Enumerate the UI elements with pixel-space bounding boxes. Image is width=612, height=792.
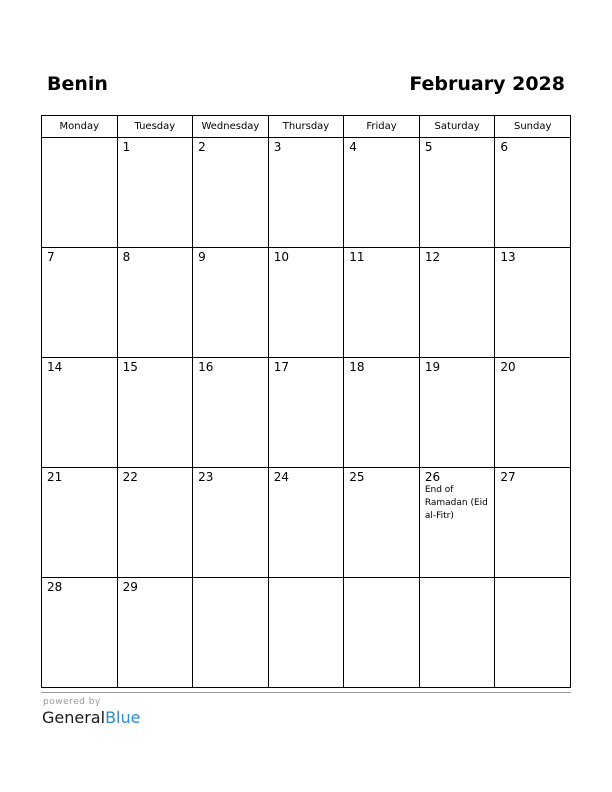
day-number (42, 138, 117, 140)
day-number: 17 (273, 360, 289, 374)
day-number: 11 (349, 250, 365, 264)
week-row (42, 248, 571, 358)
weekday-header-row (42, 116, 571, 138)
day-number: 10 (273, 250, 289, 264)
day-number: 6 (500, 140, 509, 154)
day-number: 5 (424, 140, 433, 154)
day-number: 28 (47, 580, 63, 594)
weekday-saturday: Saturday (419, 116, 495, 138)
day-number: 29 (122, 580, 138, 594)
day-cell (117, 578, 193, 688)
day-cell (344, 138, 420, 248)
day-cell (419, 358, 495, 468)
brand-part-blue: Blue (105, 708, 141, 727)
day-number (420, 578, 495, 580)
day-number: 9 (198, 250, 206, 264)
country-title: Benin (47, 73, 108, 95)
week-row (42, 468, 571, 578)
day-cell (268, 138, 344, 248)
weekday-wednesday: Wednesday (193, 116, 269, 138)
day-number: 2 (198, 140, 206, 154)
day-number: 23 (198, 470, 214, 484)
day-cell (344, 358, 420, 468)
day-cell (495, 468, 571, 578)
day-number: 18 (349, 360, 365, 374)
day-cell (268, 468, 344, 578)
day-cell (268, 578, 344, 688)
day-cell (419, 138, 495, 248)
day-cell (193, 358, 269, 468)
day-cell (344, 578, 420, 688)
day-number: 3 (273, 140, 282, 154)
day-number: 27 (500, 470, 516, 484)
day-cell (42, 468, 118, 578)
day-number: 25 (349, 470, 365, 484)
day-number: 15 (122, 360, 138, 374)
day-cell (495, 138, 571, 248)
weekday-thursday: Thursday (268, 116, 344, 138)
day-cell (193, 248, 269, 358)
day-number: 14 (47, 360, 63, 374)
month-title: February 2028 (409, 73, 565, 95)
day-number: 12 (424, 250, 441, 264)
day-number: 21 (47, 470, 63, 484)
day-number: 16 (198, 360, 214, 374)
day-cell (268, 358, 344, 468)
day-number (269, 578, 344, 580)
day-cell (268, 248, 344, 358)
day-number: 19 (424, 360, 441, 374)
day-number: 22 (122, 470, 138, 484)
week-row (42, 358, 571, 468)
footer-divider (41, 692, 571, 693)
day-cell (495, 578, 571, 688)
calendar-grid (41, 115, 571, 688)
day-cell-holiday (419, 468, 495, 578)
day-cell (193, 578, 269, 688)
week-row (42, 138, 571, 248)
day-cell (42, 358, 118, 468)
day-number: 7 (47, 250, 55, 264)
day-cell (117, 468, 193, 578)
day-number: 13 (500, 250, 516, 264)
weekday-tuesday: Tuesday (117, 116, 193, 138)
day-cell (117, 358, 193, 468)
day-cell (117, 248, 193, 358)
day-cell (42, 248, 118, 358)
day-cell (42, 138, 118, 248)
week-row (42, 578, 571, 688)
day-number (193, 578, 268, 580)
weekday-friday: Friday (344, 116, 420, 138)
day-cell (495, 358, 571, 468)
day-cell (42, 578, 118, 688)
powered-by-text: powered by (43, 697, 101, 707)
day-cell (344, 468, 420, 578)
weekday-sunday: Sunday (495, 116, 571, 138)
day-cell (117, 138, 193, 248)
day-number (495, 578, 570, 580)
holiday-label: End of Ramadan (Eid al-Fitr) (424, 485, 488, 521)
day-cell (193, 468, 269, 578)
day-number: 20 (500, 360, 516, 374)
brand-part-general: General (42, 708, 106, 727)
weekday-monday: Monday (42, 116, 118, 138)
day-cell (495, 248, 571, 358)
day-number: 8 (122, 250, 131, 264)
day-cell (419, 578, 495, 688)
day-cell (344, 248, 420, 358)
day-number (344, 578, 419, 580)
day-number: 1 (122, 140, 131, 154)
day-cell (419, 248, 495, 358)
generalblue-logo[interactable] (42, 708, 140, 728)
day-number: 24 (273, 470, 289, 484)
day-number: 26 (424, 470, 441, 484)
day-number: 4 (349, 140, 357, 154)
day-cell (193, 138, 269, 248)
